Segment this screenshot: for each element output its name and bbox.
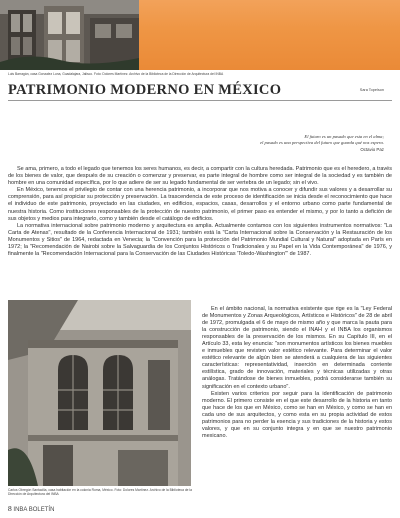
facade-photo-image (0, 0, 139, 70)
publication-name: INBA BOLETÍN (13, 507, 55, 513)
building-photo-image (8, 300, 191, 486)
top-photo (0, 0, 139, 70)
article-body-intro (8, 166, 392, 258)
body-paragraph: Existen varios criterios por seguir para la identificación de patrimonio moderno. El primero consiste en el que este desarrollo de la historia en tanto que hace de los que en México, como se han en México, y como se han en cada uno de sus arquitectos, y como esta en su propia actividad de estos patrimonios para no perder la esencia y sus tradiciones de la historia y estos valores, y que en su conjunto integra y en que se nuestro patrimonio mexicano. (202, 390, 392, 439)
article-author: Sara Topelson (359, 88, 384, 92)
body-paragraph: Se ama, primero, a todo el legado que tenemos los seres humanos, es decir, a compartir con la cultura heredada. Patrimonio que es el heredero, a través de los bienes de valor, que después de su creación o comenzar y preservar, es parte integral de hombre como ser integral de la sociedad y es también de hombre en una comunidad específica, por lo que adiere de ser su legado fundamental de ser vertebra de un legado; sin el vivo. (8, 166, 392, 187)
building-photo (8, 300, 191, 486)
epigraph-signature: Octavio Paz (360, 146, 384, 152)
page-number: 8 (8, 504, 12, 513)
epigraph (194, 134, 384, 153)
body-paragraph: En el ámbito nacional, la normativa existente que rige es la "Ley Federal de Monumentos y Zonas Arqueológicos, Artísticos e Históricos" de 28 de abril de 1972, promulgada el 6 de mayo de mismo año y que marca la pauta para la construcción de patrimonio, siendo el INAH y el INBA los organismos responsables de la preservación de los mismos. En su Capítulo III, en el Artículo 33, esta ley enuncia: "son monumentos artísticos los bienes muebles e inmuebles que revisten valor estético relevante. Para determinar el valor estético relevante de algún bien se atenderá a cualquiera de las siguientes características: representatividad, inserción en determinada corriente estilística, grado de innovación, materiales y técnicas utilizadas y otras análogas. Tratándose de bienes inmuebles, podrá considerarse también su significación en el contexto urbano". (202, 306, 392, 390)
epigraph-line: El futuro es un pasado que esta en el alma; (304, 134, 384, 139)
body-paragraph: En México, tenemos el privilegio de contar con una herencia patrimonio, a incorporar que nos motiva a conocer y difundir sus valores y a desarrollar su comprensión, para así propiciar su protección y preservación. La trascendencia de este proceso de identificación se inicia desde el reconocimiento que hace el individuo de este patrimonio, proyectado en las ciudades, en edificios, espacios, casas, desarrollos y el entorno urbano como parte fundamental de nuestra historia. Como instituciones responsables de la protección de nuestro patrimonio, el primer paso es entender el mismo, y por lo tanto a defición de sus objetos y medios para integrarlo, como y también desde el catálogo de edificios. (8, 187, 392, 222)
accent-band (139, 0, 400, 70)
article-body-column (202, 306, 392, 440)
title-divider (8, 100, 392, 101)
article-title: PATRIMONIO MODERNO EN MÉXICO (8, 82, 282, 98)
building-photo-caption: Carlos Obregón Santacilia, casa habitación en la colonia Roma, México. Foto: Dolores Martínez. Archivo de la Biblioteca de la Dirección de Arquitectura del INBA (8, 488, 192, 497)
top-photo-caption: Luis Barragán, casa Gonzalez Luna, Guadalajara, Jalisco. Foto: Dolores Martínez. Archivo de la Biblioteca de la Dirección de Arquitectura del INBA (8, 72, 224, 76)
epigraph-line: el pasado es una perspectiva del futuro que guarda qué nos espera. (260, 140, 384, 146)
page-footer (8, 505, 54, 514)
body-paragraph: La normativa internacional sobre patrimonio moderno y arquitectura es amplia. Actualmente contamos con los siguientes instrumentos normativos: "La Carta de Atenas", resultado de la Conferencia Internacional de 1931; también está la "Carta Internacional sobre la Conservación y la Restauración de los Monumentos y Sitios" de 1964, redactada en Venecia; la "Convención para la protección del Patrimonio Mundial Cultural y Natural" adoptada en París en 1972; la "Recomendación de Nairobi sobre la Salvaguardia de los Conjuntos Históricos o Tradicionales y su Papel en la Vida Contemporánea" de 1976, y finalmente la "Recomendación Internacional para la Conservación de las Ciudades Históricas 'Toledo-Washington'" de 1987. (8, 222, 392, 258)
